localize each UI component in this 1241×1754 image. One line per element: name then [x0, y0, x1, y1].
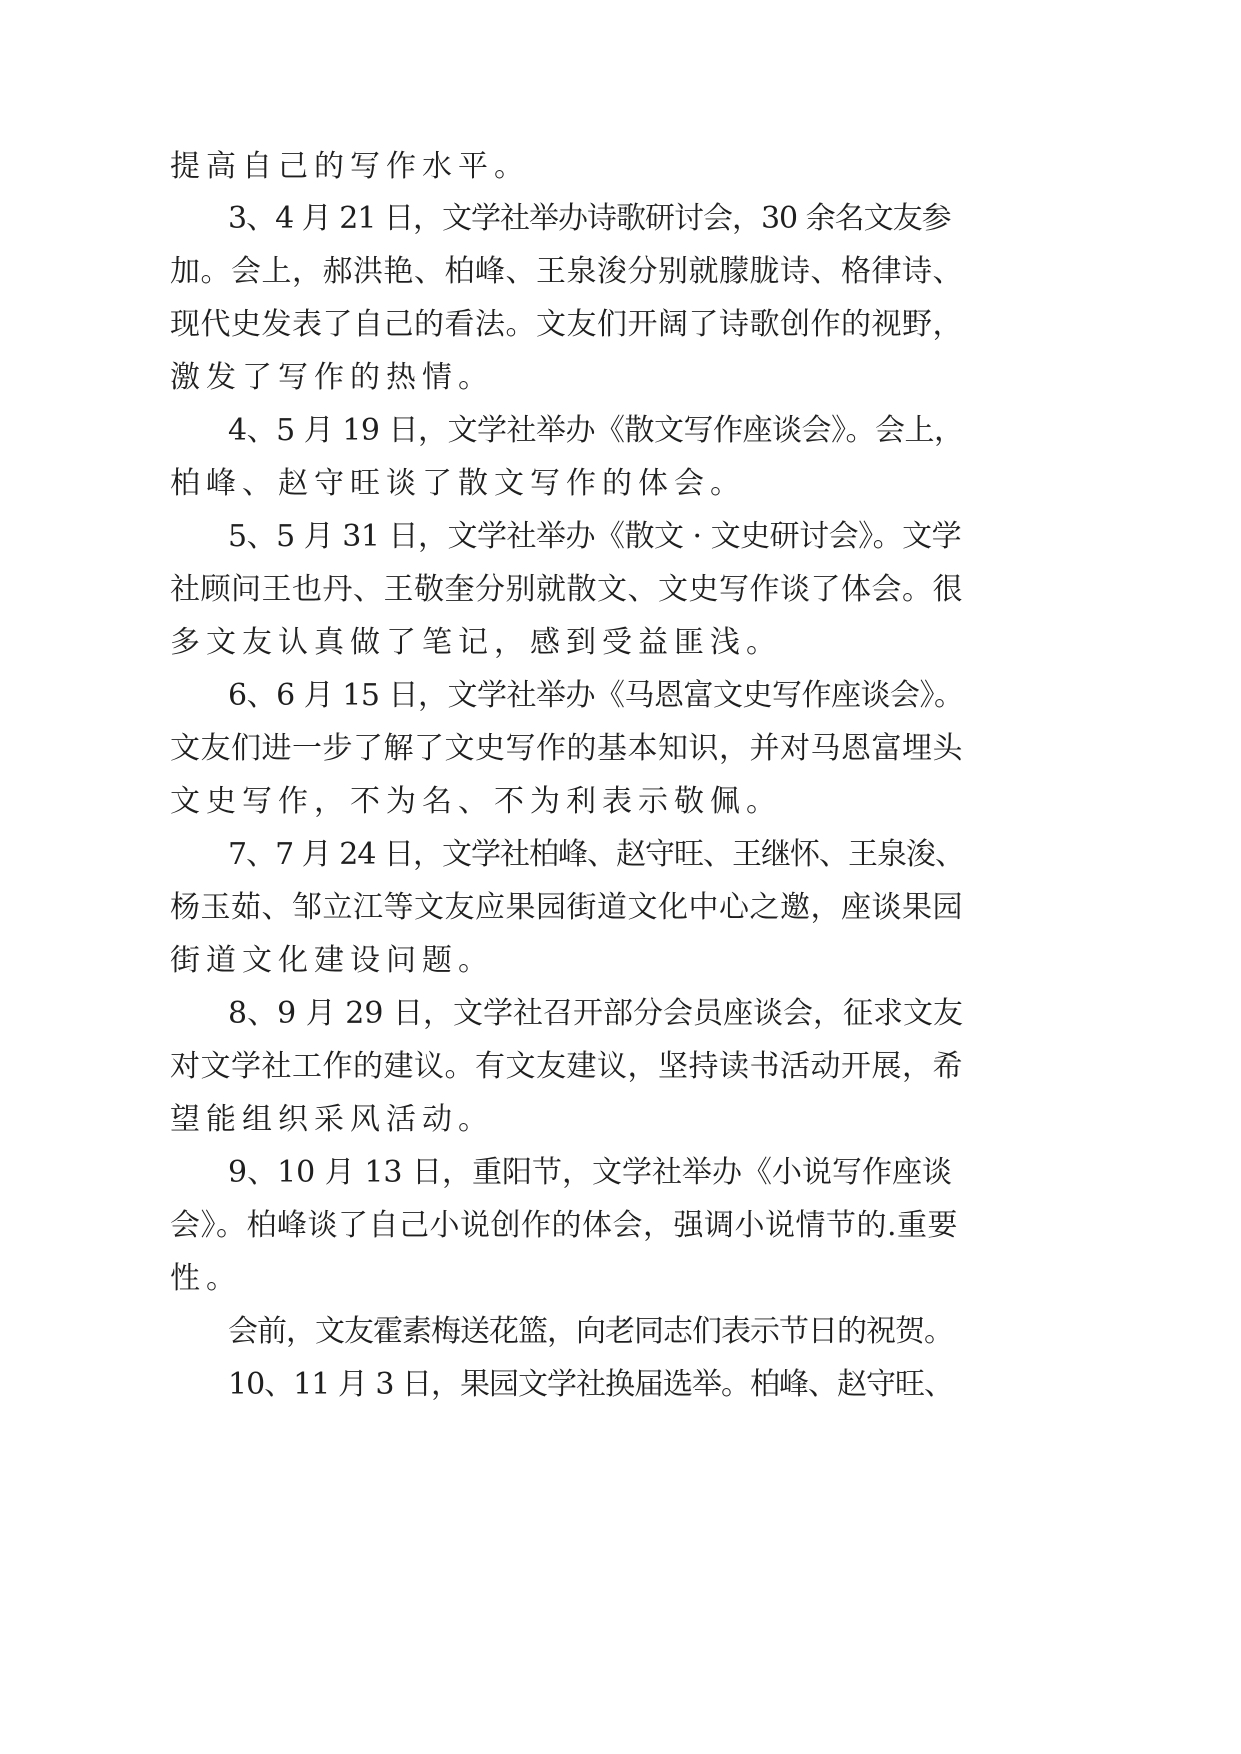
- text-line: 会》。柏峰谈了自己小说创作的体会，强调小说情节的.重要: [170, 1208, 959, 1243]
- text-line: 加。会上，郝洪艳、柏峰、王泉浚分别就朦胧诗、格律诗、: [170, 254, 963, 289]
- text-line: 杨玉茹、邹立江等文友应果园街道文化中心之邀，座谈果园: [170, 890, 963, 925]
- text-line: 多文友认真做了笔记，感到受益匪浅。: [170, 625, 782, 660]
- text-line: 社顾问王也丹、王敬奎分别就散文、文史写作谈了体会。很: [170, 572, 963, 607]
- text-line: 现代史发表了自己的看法。文友们开阔了诗歌创作的视野，: [170, 307, 963, 342]
- text-line: 3、4 月 21 日，文学社举办诗歌研讨会，30 余名文友参: [228, 201, 951, 236]
- text-line: 9、10 月 13 日，重阳节，文学社举办《小说写作座谈: [228, 1155, 953, 1190]
- text-line: 文史写作，不为名、不为利表示敬佩。: [170, 784, 782, 819]
- text-line: 5、5 月 31 日，文学社举办《散文 · 文史研讨会》。文学: [228, 519, 962, 554]
- text-line: 望能组织采风活动。: [170, 1102, 494, 1137]
- text-line: 4、5 月 19 日，文学社举办《散文写作座谈会》。会上，: [228, 413, 964, 448]
- text-line: 文友们进一步了解了文史写作的基本知识，并对马恩富埋头: [170, 731, 963, 766]
- text-line: 8、9 月 29 日，文学社召开部分会员座谈会，征求文友: [228, 996, 963, 1031]
- text-line: 会前，文友霍素梅送花篮，向老同志们表示节日的祝贺。: [228, 1314, 953, 1349]
- text-line: 10、11 月 3 日，果园文学社换届选举。柏峰、赵守旺、: [228, 1367, 954, 1402]
- text-line: 柏峰、赵守旺谈了散文写作的体会。: [170, 466, 746, 501]
- text-line: 性。: [170, 1261, 242, 1296]
- text-line: 7、7 月 24 日，文学社柏峰、赵守旺、王继怀、王泉浚、: [228, 837, 964, 872]
- text-line: 提高自己的写作水平。: [170, 149, 530, 184]
- text-line: 6、6 月 15 日，文学社举办《马恩富文史写作座谈会》。: [228, 678, 964, 713]
- text-line: 街道文化建设问题。: [170, 943, 494, 978]
- text-line: 激发了写作的热情。: [170, 360, 494, 395]
- text-line: 对文学社工作的建议。有文友建议，坚持读书活动开展，希: [170, 1049, 963, 1084]
